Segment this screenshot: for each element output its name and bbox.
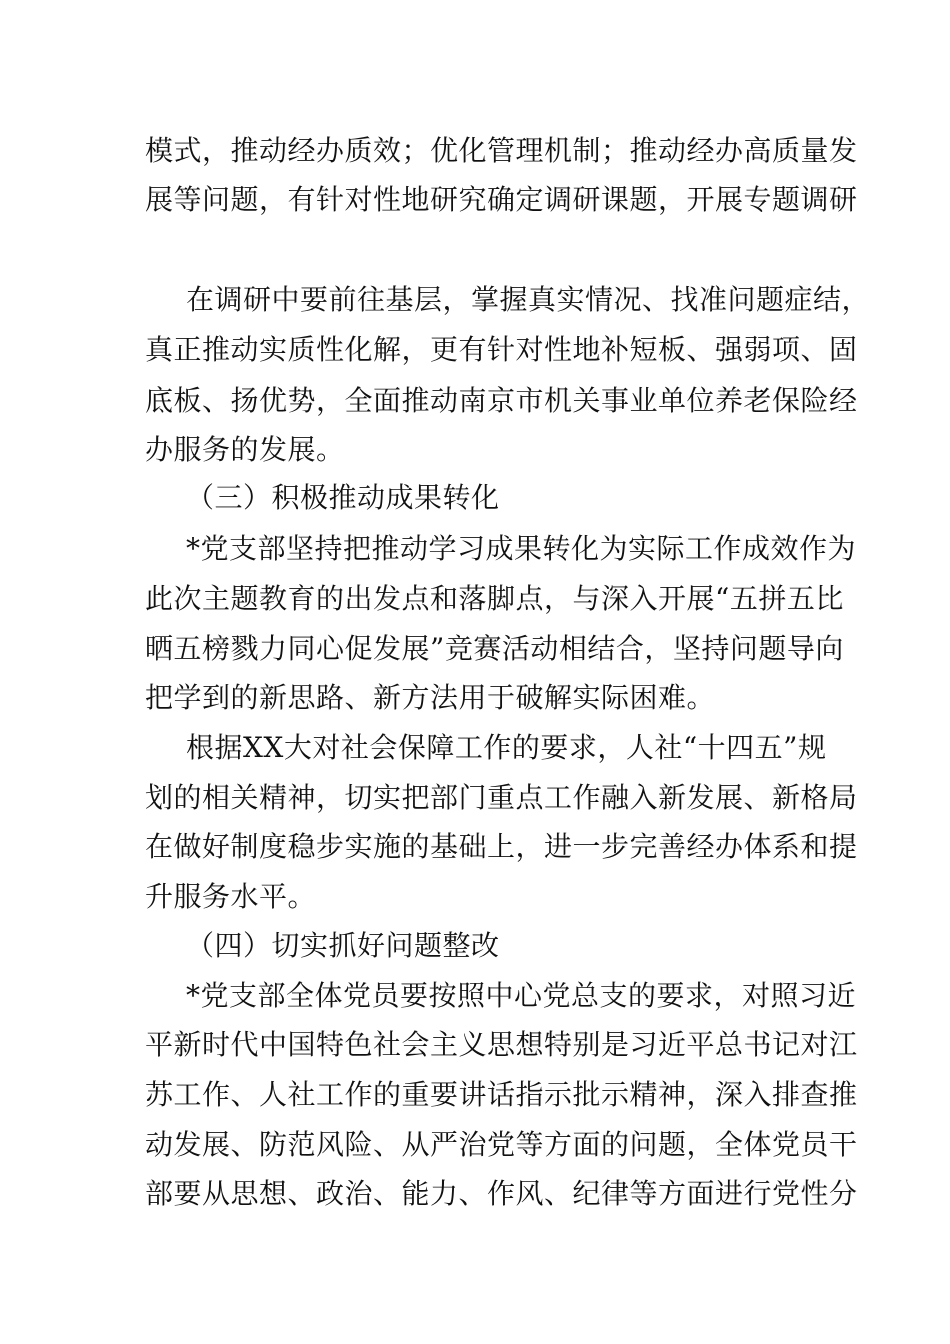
text-line: 展等问题，有针对性地研究确定调研课题，开展专题调研 xyxy=(145,183,858,216)
text-line: 模式，推动经办质效；优化管理机制；推动经办高质量发 xyxy=(145,134,858,167)
text-line: 此次主题教育的出发点和落脚点，与深入开展“五拼五比 xyxy=(145,582,844,615)
section-heading: （三）积极推动成果转化 xyxy=(186,481,500,514)
text-line: 部要从思想、政治、能力、作风、纪律等方面进行党性分 xyxy=(145,1177,858,1210)
text-line: 真正推动实质性化解，更有针对性地补短板、强弱项、固 xyxy=(145,333,858,366)
text-line: 苏工作、人社工作的重要讲话指示批示精神，深入排查推 xyxy=(145,1078,858,1111)
text-line: 在调研中要前往基层，掌握真实情况、找准问题症结， xyxy=(186,283,871,316)
text-line: 升服务水平。 xyxy=(145,880,317,913)
text-line: 动发展、防范风险、从严治党等方面的问题，全体党员干 xyxy=(145,1128,858,1161)
text-line: *党支部坚持把推动学习成果转化为实际工作成效作为 xyxy=(186,532,857,565)
text-line: 划的相关精神，切实把部门重点工作融入新发展、新格局 xyxy=(145,781,858,814)
text-line: 办服务的发展。 xyxy=(145,433,345,466)
text-line: 在做好制度稳步实施的基础上，进一步完善经办体系和提 xyxy=(145,830,858,863)
section-heading: （四）切实抓好问题整改 xyxy=(186,929,500,962)
text-line: *党支部全体党员要按照中心党总支的要求，对照习近 xyxy=(186,979,857,1012)
text-line: 根据XX大对社会保障工作的要求，人社“十四五”规 xyxy=(186,731,827,764)
text-line: 晒五榜戮力同心促发展”竞赛活动相结合，坚持问题导向 xyxy=(145,632,844,665)
text-line: 把学到的新思路、新方法用于破解实际困难。 xyxy=(145,681,716,714)
text-line: 底板、扬优势，全面推动南京市机关事业单位养老保险经 xyxy=(145,384,858,417)
text-line: 平新时代中国特色社会主义思想特别是习近平总书记对江 xyxy=(145,1028,858,1061)
